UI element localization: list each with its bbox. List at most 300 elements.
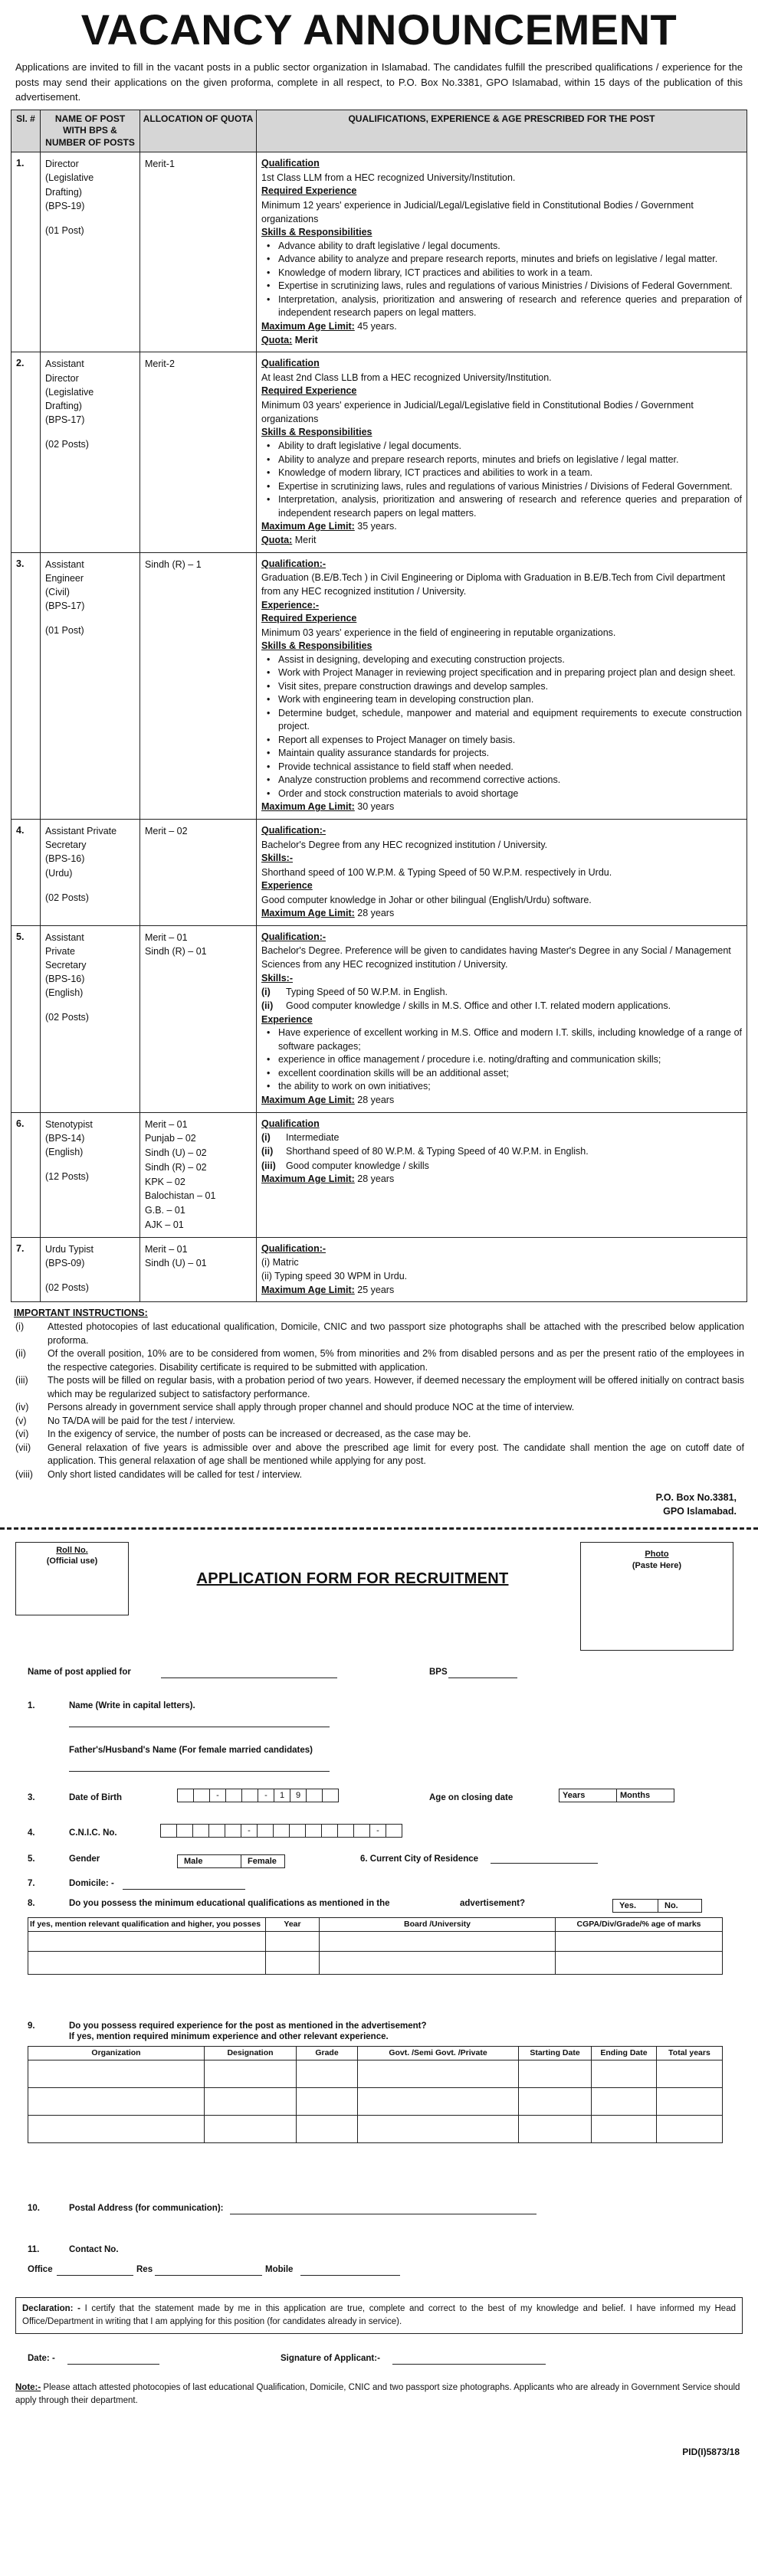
post-count: (02 Posts) xyxy=(45,439,89,450)
qualification-cell xyxy=(257,925,747,1112)
post-serial: 2. xyxy=(11,352,41,552)
digit-box[interactable] xyxy=(305,1824,322,1838)
allocation-line: Sindh (R) – 1 xyxy=(145,558,202,570)
post-name-line: (BPS-14) xyxy=(45,1132,85,1144)
instruction-number: (iv) xyxy=(15,1402,29,1413)
father-name-field[interactable] xyxy=(69,1761,330,1772)
pid-number: PID(I)5873/18 xyxy=(682,2447,740,2458)
post-name-line: (BPS-16) xyxy=(45,853,85,865)
post-name-line: (English) xyxy=(45,1146,84,1157)
gender-label: Gender xyxy=(69,1854,100,1864)
max-age-label: Maximum Age Limit: xyxy=(261,521,355,532)
allocation-line: G.B. – 01 xyxy=(145,1205,185,1216)
digit-box[interactable] xyxy=(353,1824,370,1838)
list-item: • Order and stock construction materials to avoid shortage xyxy=(261,787,742,801)
post-name-cell xyxy=(41,152,140,352)
list-item: • Expertise in scrutinizing laws, rules and regulations of various Ministries / Divisions of Federal Government. xyxy=(261,480,742,494)
section-heading: Qualification:- xyxy=(261,931,326,942)
spacer xyxy=(45,613,135,624)
section-text: Good computer knowledge in Johar or other bilingual (English/Urdu) software. xyxy=(261,894,592,905)
header-allocation: ALLOCATION OF QUOTA xyxy=(140,110,257,152)
quota-label: Quota: xyxy=(261,334,293,345)
instruction-item xyxy=(14,1468,744,1482)
digit-box[interactable]: - xyxy=(241,1824,258,1838)
instruction-number: (vii) xyxy=(15,1442,31,1453)
section-heading: Experience:- xyxy=(261,599,320,610)
instruction-number: (v) xyxy=(15,1415,27,1426)
post-name-line: Director xyxy=(45,159,79,170)
table-row xyxy=(11,552,747,820)
education-table-header xyxy=(28,1918,723,1932)
section-text: Minimum 03 years' experience in Judicial/Legal/Legislative field in Constitutional Bodies / Government organizations xyxy=(261,400,694,425)
digit-box[interactable] xyxy=(289,1824,306,1838)
postal-address-field[interactable] xyxy=(230,2204,537,2214)
list-item: • Knowledge of modern library, ICT practices and abilities to work in a team. xyxy=(261,267,742,280)
post-name-line: Drafting) xyxy=(45,186,82,198)
instruction-number: (vi) xyxy=(15,1429,29,1440)
instruction-item xyxy=(14,1347,744,1374)
bullet-list xyxy=(261,1026,742,1094)
max-age-value: 25 years xyxy=(354,1284,395,1295)
quota-label: Quota: xyxy=(261,534,293,545)
post-name-line: Private xyxy=(45,945,75,957)
field-number: 10. xyxy=(28,2204,40,2214)
list-item: • Work with Project Manager in reviewing project specification and in preparing project plan and design sheet. xyxy=(261,666,742,680)
post-name-line: Assistant xyxy=(45,931,84,943)
post-name-line: Assistant xyxy=(45,558,84,570)
max-age-limit xyxy=(261,1094,742,1108)
exp-header-total-years: Total years xyxy=(657,2047,723,2060)
post-name-line: Assistant Private xyxy=(45,826,117,837)
instruction-item xyxy=(14,1428,744,1442)
post-count: (02 Posts) xyxy=(45,892,89,903)
quota xyxy=(261,334,742,348)
allocation-cell xyxy=(140,352,257,552)
bullet-list xyxy=(261,653,742,801)
office-phone-field[interactable] xyxy=(57,2265,133,2276)
allocation-line: Sindh (R) – 01 xyxy=(145,946,207,957)
max-age-value: 35 years. xyxy=(354,521,397,532)
allocation-line: Punjab – 02 xyxy=(145,1133,196,1144)
digit-box[interactable] xyxy=(160,1824,177,1838)
contact-label: Contact No. xyxy=(69,2245,119,2255)
post-count: (01 Post) xyxy=(45,625,84,637)
max-age-limit xyxy=(261,1284,742,1298)
instruction-text: No TA/DA will be paid for the test / interview. xyxy=(48,1415,235,1426)
section-heading: Required Experience xyxy=(261,185,357,197)
allocation-line: Balochistan – 01 xyxy=(145,1190,216,1202)
exp-header-govt: Govt. /Semi Govt. /Private xyxy=(358,2047,519,2060)
list-item: • Expertise in scrutinizing laws, rules and regulations of various Ministries / Divisions of Federal Government. xyxy=(261,280,742,293)
note-label: Note:- xyxy=(15,2383,41,2393)
mobile-label: Mobile xyxy=(265,2265,294,2275)
post-serial: 7. xyxy=(11,1237,41,1302)
signature-label: Signature of Applicant:- xyxy=(281,2354,380,2364)
section-heading: Qualification xyxy=(261,158,320,169)
signature-field[interactable] xyxy=(392,2354,546,2365)
list-item: • experience in office management / procedure i.e. noting/drafting and communication skills; xyxy=(261,1053,742,1067)
posts-table-header xyxy=(11,110,747,152)
table-row xyxy=(11,820,747,925)
digit-box[interactable] xyxy=(337,1824,354,1838)
post-serial: 5. xyxy=(11,925,41,1112)
allocation-line: Merit – 01 xyxy=(145,1118,188,1130)
list-item: • Report all expenses to Project Manager on timely basis. xyxy=(261,734,742,748)
education-table xyxy=(28,1917,723,1975)
quota xyxy=(261,534,742,548)
male-option[interactable]: Male xyxy=(177,1854,241,1868)
list-item: • Determine budget, schedule, manpower and material and equipment requirements to execute construction project. xyxy=(261,707,742,734)
post-name-line: (BPS-16) xyxy=(45,973,85,984)
edu-header-marks: CGPA/Div/Grade/% age of marks xyxy=(556,1918,723,1932)
instruction-text: The posts will be filled on regular basis, with a probation period of two years. However, if deemed necessary the employment will be offered initially on contract basis which may be regularized subject to satisfactory performance. xyxy=(48,1375,744,1399)
numbered-item xyxy=(261,1131,742,1144)
table-row[interactable] xyxy=(28,1952,723,1975)
instruction-text: General relaxation of five years is admissible over and above the prescribed age limit for every post. The candidate shall mention the age on cutoff date of application. This general relaxation of age shall be mentioned while applying for any post. xyxy=(48,1442,744,1467)
max-age-label: Maximum Age Limit: xyxy=(261,1094,355,1105)
post-applied-label: Name of post applied for xyxy=(28,1668,131,1678)
field-number: 7. xyxy=(28,1879,35,1889)
max-age-label: Maximum Age Limit: xyxy=(261,801,355,813)
list-item: • Analyze construction problems and recommend corrective actions. xyxy=(261,774,742,787)
qualification-question-end: advertisement? xyxy=(460,1899,526,1909)
post-name-line: (Urdu) xyxy=(45,867,73,879)
list-item: • the ability to work on own initiatives; xyxy=(261,1080,742,1094)
bullet-list xyxy=(261,240,742,320)
section-heading: Qualification xyxy=(261,1118,320,1129)
max-age-label: Maximum Age Limit: xyxy=(261,1173,355,1184)
post-name-line: (Legislative xyxy=(45,386,94,398)
instruction-text: Attested photocopies of last educational qualification, Domicile, CNIC and two passport size photographs shall be attached with the prescribed below application proforma. xyxy=(48,1321,744,1346)
female-option[interactable]: Female xyxy=(241,1854,285,1868)
spacer xyxy=(45,1270,135,1281)
item-number: (iii) xyxy=(261,1160,276,1171)
allocation-line: Merit – 01 xyxy=(145,931,188,943)
section-heading: Skills:- xyxy=(261,972,293,984)
post-serial: 3. xyxy=(11,552,41,820)
city-field[interactable] xyxy=(491,1853,598,1864)
list-item: • Provide technical assistance to field staff when needed. xyxy=(261,761,742,774)
section-heading: Skills & Responsibilities xyxy=(261,227,372,238)
instruction-item xyxy=(14,1415,744,1429)
section-heading: Required Experience xyxy=(261,385,357,397)
roll-number-label: Roll No. xyxy=(56,1546,88,1556)
allocation-cell xyxy=(140,152,257,352)
item-text: Good computer knowledge / skills xyxy=(286,1160,429,1171)
item-number: (i) xyxy=(261,1132,271,1144)
digit-box[interactable] xyxy=(176,1824,193,1838)
allocation-cell xyxy=(140,820,257,925)
exp-header-organization: Organization xyxy=(28,2047,205,2060)
section-heading: Qualification:- xyxy=(261,1242,326,1254)
date-label: Date: - xyxy=(28,2354,55,2364)
declaration-box xyxy=(15,2297,743,2333)
section-heading: Skills:- xyxy=(261,853,293,864)
photo-note: (Paste Here) xyxy=(632,1560,682,1570)
list-item: • Have experience of excellent working in M.S. Office and modern I.T. skills, including knowledge of a range of software packages; xyxy=(261,1026,742,1053)
section-heading: Experience xyxy=(261,1013,313,1025)
list-item: • Assist in designing, developing and executing construction projects. xyxy=(261,653,742,667)
section-text: (ii) Typing speed 30 WPM in Urdu. xyxy=(261,1271,408,1282)
post-applied-field[interactable] xyxy=(161,1668,337,1678)
post-serial: 6. xyxy=(11,1112,41,1237)
post-name-line: (Legislative xyxy=(45,172,94,184)
section-text: Bachelor's Degree. Preference will be given to candidates having Master's Degree in any Social / Management Sciences from any HEC recognized institution / University. xyxy=(261,945,731,971)
numbered-item xyxy=(261,985,742,999)
instruction-number: (viii) xyxy=(15,1468,33,1480)
mobile-phone-field[interactable] xyxy=(300,2265,400,2276)
section-text: At least 2nd Class LLB from a HEC recognized University/Institution. xyxy=(261,372,552,384)
digit-box[interactable] xyxy=(241,1789,258,1802)
post-count: (02 Posts) xyxy=(45,1012,89,1023)
allocation-cell xyxy=(140,1237,257,1302)
max-age-limit xyxy=(261,320,742,334)
qualification-cell xyxy=(257,552,747,820)
digit-box[interactable] xyxy=(225,1824,241,1838)
instruction-text: In the exigency of service, the number of posts can be increased or decreased, as the case may be. xyxy=(48,1429,471,1440)
table-row[interactable] xyxy=(28,1932,723,1952)
post-name-line: Stenotypist xyxy=(45,1118,93,1130)
instruction-item xyxy=(14,1374,744,1401)
post-serial: 4. xyxy=(11,820,41,925)
address-line: GPO Islamabad. xyxy=(663,1506,737,1517)
table-row[interactable] xyxy=(28,2060,723,2088)
field-number: 5. xyxy=(28,1854,35,1864)
field-number: 4. xyxy=(28,1828,35,1838)
digit-box[interactable] xyxy=(193,1789,210,1802)
post-name-line: (BPS-17) xyxy=(45,414,85,425)
instruction-number: (iii) xyxy=(15,1375,28,1386)
max-age-value: 28 years xyxy=(354,1094,395,1105)
allocation-line: Merit-2 xyxy=(145,358,175,370)
max-age-limit xyxy=(261,800,742,814)
section-heading: Qualification:- xyxy=(261,558,326,569)
age-closing-label: Age on closing date xyxy=(429,1793,514,1803)
spacer xyxy=(45,880,135,891)
numbered-item xyxy=(261,1159,742,1173)
form-title: APPLICATION FORM FOR RECRUITMENT xyxy=(196,1570,509,1588)
qualification-cell xyxy=(257,352,747,552)
post-name-line: Engineer xyxy=(45,572,84,584)
section-text: Minimum 12 years' experience in Judicial/Legal/Legislative field in Constitutional Bodies / Government organizations xyxy=(261,199,694,225)
max-age-label: Maximum Age Limit: xyxy=(261,1284,355,1295)
section-heading: Experience xyxy=(261,879,313,891)
field-number: 1. xyxy=(28,1701,35,1711)
cnic-label: C.N.I.C. No. xyxy=(69,1828,117,1838)
section-text: (i) Matric xyxy=(261,1257,299,1268)
header-post-name: NAME OF POST WITH BPS & NUMBER OF POSTS xyxy=(41,110,140,152)
field-number: 11. xyxy=(28,2245,40,2255)
post-count: (12 Posts) xyxy=(45,1170,89,1182)
section-heading: Required Experience xyxy=(261,613,357,624)
posts-table-body xyxy=(11,152,747,1302)
exp-header-ending-date: Ending Date xyxy=(592,2047,657,2060)
res-label: Res xyxy=(136,2265,153,2275)
declaration-text: I certify that the statement made by me in this application are true, complete and correct to the best of my knowledge and belief. I have informed my Head Office/Department in writing that I am applying for this position (for candidates already in service). xyxy=(22,2304,736,2326)
list-item: • Advance ability to draft legislative / legal documents. xyxy=(261,240,742,254)
list-item: • Visit sites, prepare construction drawings and develop samples. xyxy=(261,680,742,694)
instructions-list xyxy=(14,1321,744,1481)
max-age-limit xyxy=(261,1173,742,1187)
numbered-item xyxy=(261,1144,742,1158)
post-name-line: Urdu Typist xyxy=(45,1243,94,1255)
list-item: • Ability to analyze and prepare research reports, minutes and briefs on legislative / legal matter. xyxy=(261,453,742,467)
postal-address-label: Postal Address (for communication): xyxy=(69,2204,224,2214)
postal-address xyxy=(11,1491,737,1518)
father-name-label: Father's/Husband's Name (For female married candidates) xyxy=(69,1746,313,1756)
instruction-text: Of the overall position, 10% are to be considered from women, 5% from minorities and 2% from disabled persons and as per the present ratio of the employees in the respective categories. Disability certificate is required to be submitted with application. xyxy=(48,1348,744,1373)
numbered-item xyxy=(261,999,742,1013)
experience-question: Do you possess required experience for the post as mentioned in the advertisement? xyxy=(69,2021,427,2031)
photo-label: Photo xyxy=(645,1550,669,1560)
allocation-line: Sindh (U) – 01 xyxy=(145,1258,207,1269)
max-age-label: Maximum Age Limit: xyxy=(261,907,355,918)
item-text: Good computer knowledge / skills in M.S. Office and other I.T. related modern applications. xyxy=(286,1000,671,1012)
digit-box[interactable]: - xyxy=(369,1824,386,1838)
instruction-text: Persons already in government service shall apply through proper channel and should produce NOC at the time of interview. xyxy=(48,1402,575,1413)
post-name-cell xyxy=(41,1112,140,1237)
field-number: 3. xyxy=(28,1793,35,1803)
list-item: • Interpretation, analysis, prioritization and answering of research and reference queries and preparation of independent research papers on legal matters. xyxy=(261,293,742,320)
important-instructions xyxy=(14,1307,744,1481)
allocation-cell xyxy=(140,1112,257,1237)
allocation-cell xyxy=(140,925,257,1112)
digit-box[interactable] xyxy=(386,1824,402,1838)
edu-header-board: Board /University xyxy=(320,1918,556,1932)
instruction-number: (ii) xyxy=(15,1348,26,1360)
digit-box[interactable] xyxy=(322,1789,339,1802)
digit-box[interactable]: 1 xyxy=(274,1789,290,1802)
table-row[interactable] xyxy=(28,2088,723,2116)
field-number: 9. xyxy=(28,2021,35,2031)
list-item: • excellent coordination skills will be an additional asset; xyxy=(261,1067,742,1081)
post-count: (01 Post) xyxy=(45,224,84,236)
dob-boxes[interactable] xyxy=(178,1789,339,1802)
declaration-label: Declaration: - xyxy=(22,2304,80,2314)
qualification-options xyxy=(613,1899,702,1913)
spacer xyxy=(45,1159,135,1170)
allocation-line: Merit – 02 xyxy=(145,826,188,837)
bullet-list xyxy=(261,440,742,520)
max-age-limit xyxy=(261,520,742,534)
post-name-line: Drafting) xyxy=(45,400,82,411)
field-number: 8. xyxy=(28,1899,35,1909)
digit-box[interactable] xyxy=(177,1789,194,1802)
post-name-line: Director xyxy=(45,372,79,384)
domicile-label: Domicile: - xyxy=(69,1879,114,1889)
photo-box xyxy=(580,1542,733,1651)
post-name-cell xyxy=(41,820,140,925)
no-option[interactable]: No. xyxy=(658,1899,702,1913)
section-heading: Skills & Responsibilities xyxy=(261,427,372,438)
max-age-limit xyxy=(261,907,742,921)
post-name-cell xyxy=(41,1237,140,1302)
section-text: 1st Class LLM from a HEC recognized University/Institution. xyxy=(261,172,516,184)
digit-box[interactable]: 9 xyxy=(290,1789,307,1802)
table-row xyxy=(11,352,747,552)
vacancy-banner: VACANCY ANNOUNCEMENT xyxy=(80,5,678,54)
post-name-line: (Civil) xyxy=(45,586,70,597)
cnic-boxes[interactable] xyxy=(161,1824,402,1838)
item-number: (i) xyxy=(261,987,271,998)
list-item: • Knowledge of modern library, ICT practices and abilities to work in a team. xyxy=(261,466,742,480)
table-row[interactable] xyxy=(28,2116,723,2143)
qualification-cell xyxy=(257,820,747,925)
table-row xyxy=(11,1237,747,1302)
header-qualifications: QUALIFICATIONS, EXPERIENCE & AGE PRESCRIBED FOR THE POST xyxy=(257,110,747,152)
item-number: (ii) xyxy=(261,1000,274,1012)
exp-header-starting-date: Starting Date xyxy=(519,2047,592,2060)
digit-box[interactable] xyxy=(225,1789,242,1802)
post-serial: 1. xyxy=(11,152,41,352)
allocation-line: Merit-1 xyxy=(145,159,175,170)
date-field[interactable] xyxy=(67,2354,159,2365)
months-box[interactable]: Months xyxy=(616,1789,674,1802)
bps-field[interactable] xyxy=(448,1668,517,1678)
allocation-line: Merit – 01 xyxy=(145,1243,188,1255)
item-text: Typing Speed of 50 W.P.M. in English. xyxy=(286,987,448,998)
post-name-cell xyxy=(41,352,140,552)
digit-box[interactable]: - xyxy=(209,1789,226,1802)
allocation-line: KPK – 02 xyxy=(145,1176,185,1187)
domicile-field[interactable] xyxy=(123,1879,245,1890)
spacer xyxy=(45,213,135,224)
years-box[interactable]: Years xyxy=(559,1789,617,1802)
instruction-item xyxy=(14,1442,744,1468)
list-item: • Ability to draft legislative / legal documents. xyxy=(261,440,742,453)
digit-box[interactable] xyxy=(273,1824,290,1838)
table-row xyxy=(11,925,747,1112)
instruction-item xyxy=(14,1321,744,1347)
spacer xyxy=(45,427,135,437)
experience-table xyxy=(28,2046,723,2143)
exp-header-grade: Grade xyxy=(297,2047,358,2060)
digit-box[interactable] xyxy=(321,1824,338,1838)
res-phone-field[interactable] xyxy=(155,2265,262,2276)
list-item: • Work with engineering team in developing construction plan. xyxy=(261,693,742,707)
yes-option[interactable]: Yes. xyxy=(612,1899,658,1913)
section-heading: Skills & Responsibilities xyxy=(261,640,372,652)
item-text: Intermediate xyxy=(286,1132,340,1144)
name-field[interactable] xyxy=(69,1717,330,1727)
spacer xyxy=(45,1000,135,1010)
digit-box[interactable] xyxy=(306,1789,323,1802)
instruction-text: Only short listed candidates will be called for test / interview. xyxy=(48,1468,303,1480)
post-name-cell xyxy=(41,925,140,1112)
list-item: • Interpretation, analysis, prioritization and answering of research and reference queries and preparation of independent research papers on legal matters. xyxy=(261,493,742,520)
post-name-line: Secretary xyxy=(45,840,87,851)
digit-box[interactable] xyxy=(208,1824,225,1838)
item-text: Shorthand speed of 80 W.P.M. & Typing Speed of 40 W.P.M. in English. xyxy=(286,1146,589,1157)
max-age-value: 28 years xyxy=(354,907,395,918)
qualification-question: Do you possess the minimum educational qualifications as mentioned in the xyxy=(69,1899,390,1909)
note xyxy=(15,2381,743,2407)
experience-instruction: If yes, mention required minimum experience and other relevant experience. xyxy=(69,2032,389,2042)
instruction-item xyxy=(14,1401,744,1415)
application-form xyxy=(0,1530,758,2469)
age-boxes xyxy=(559,1789,674,1802)
digit-box[interactable] xyxy=(192,1824,209,1838)
digit-box[interactable] xyxy=(257,1824,274,1838)
section-text: Shorthand speed of 100 W.P.M. & Typing Speed of 50 W.P.M. respectively in Urdu. xyxy=(261,866,612,878)
edu-header-year: Year xyxy=(266,1918,320,1932)
qualification-cell xyxy=(257,1112,747,1237)
office-label: Office xyxy=(28,2265,53,2275)
max-age-label: Maximum Age Limit: xyxy=(261,320,355,332)
address-line: P.O. Box No.3381, xyxy=(655,1492,737,1504)
max-age-value: 28 years xyxy=(354,1173,395,1184)
digit-box[interactable]: - xyxy=(258,1789,274,1802)
